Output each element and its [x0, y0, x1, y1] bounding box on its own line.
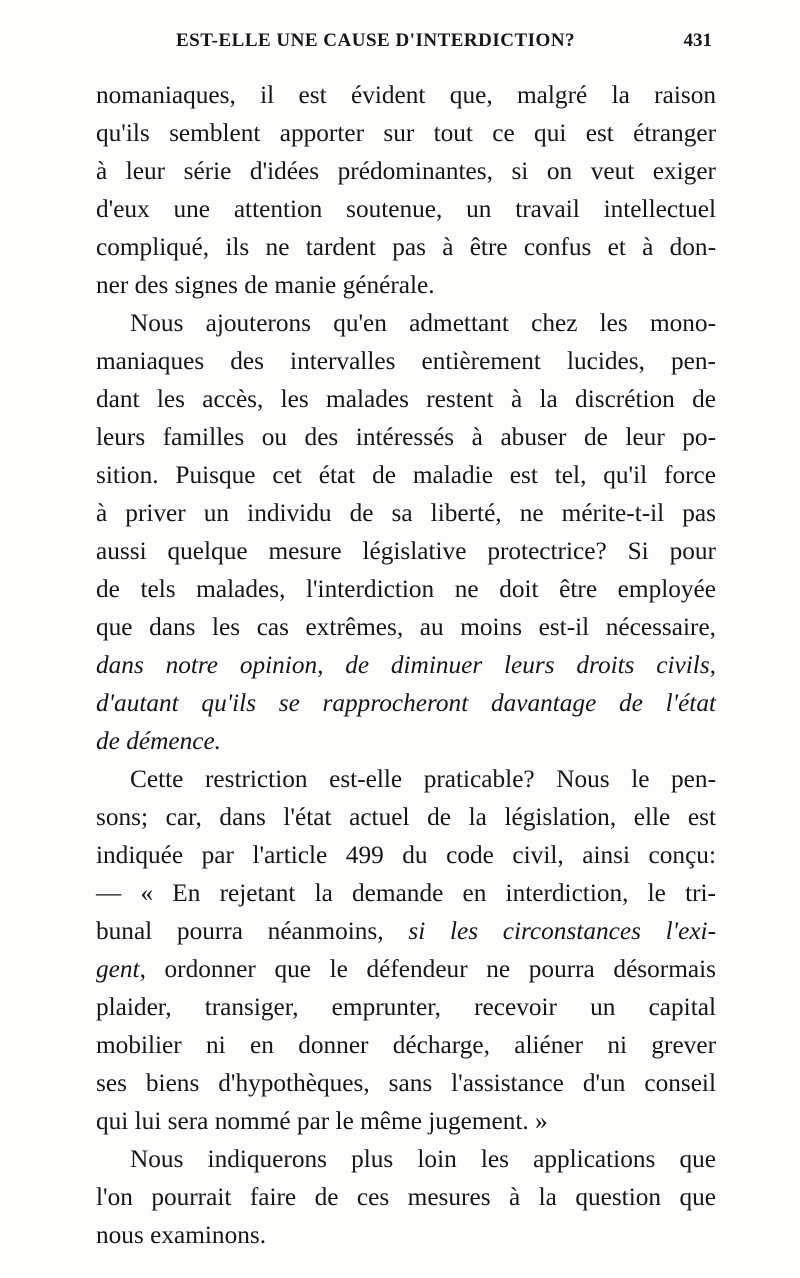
text-segment: maniaques des intervalles entièrement lucides, pen- — [96, 347, 716, 375]
text-line — [96, 1178, 716, 1216]
text-segment: dant les accès, les malades restent à la discrétion de — [96, 385, 716, 413]
text-line — [96, 570, 716, 608]
text-line — [96, 228, 716, 266]
text-line — [96, 1140, 716, 1178]
text-line — [96, 646, 716, 684]
text-line — [96, 190, 716, 228]
text-line — [96, 76, 716, 114]
text-segment: à leur série d'idées prédominantes, si on veut exiger — [96, 157, 716, 185]
text-line — [96, 608, 716, 646]
text-line — [96, 684, 716, 722]
text-segment: ner des signes de manie générale. — [96, 271, 435, 299]
text-line — [96, 532, 716, 570]
paragraph — [96, 304, 716, 760]
text-line — [96, 152, 716, 190]
text-line — [96, 950, 716, 988]
text-segment: , ordonner que le défendeur ne pourra désormais — [139, 955, 716, 983]
page-header — [96, 30, 712, 60]
text-segment: plaider, transiger, emprunter, recevoir un capital — [96, 993, 716, 1021]
text-line — [96, 1064, 716, 1102]
text-segment: nous examinons. — [96, 1221, 267, 1249]
text-line — [96, 874, 716, 912]
italic-text: gent — [96, 955, 140, 983]
text-segment: Nous ajouterons qu'en admettant chez les mono- — [130, 309, 716, 337]
text-segment: Cette restriction est-elle praticable? Nous le pen- — [130, 765, 716, 793]
text-segment: de tels malades, l'interdiction ne doit être employée — [96, 575, 716, 603]
text-line — [96, 494, 716, 532]
text-line — [96, 1102, 716, 1140]
text-line — [96, 266, 716, 304]
text-segment: — « En rejetant la demande en interdiction, le tri- — [96, 879, 716, 907]
italic-text: d'autant qu'ils se rapprocheront davantage de l'état — [96, 689, 716, 717]
text-segment: ses biens d'hypothèques, sans l'assistance d'un conseil — [96, 1069, 716, 1097]
text-segment: bunal pourra néanmoins, — [96, 917, 409, 945]
text-segment: que dans les cas extrêmes, au moins est-il nécessaire, — [96, 613, 716, 641]
italic-text: si les circonstances l'exi- — [408, 917, 717, 945]
text-line — [96, 1026, 716, 1064]
text-segment: qui lui sera nommé par le même jugement. » — [96, 1107, 548, 1135]
text-segment: aussi quelque mesure législative protectrice? Si pour — [96, 537, 716, 565]
text-segment: d'eux une attention soutenue, un travail intellectuel — [96, 195, 716, 223]
paragraph — [96, 1140, 716, 1254]
text-segment: sition. Puisque cet état de maladie est tel, qu'il force — [96, 461, 716, 489]
text-segment: mobilier ni en donner décharge, aliéner ni grever — [96, 1031, 716, 1059]
text-line — [96, 760, 716, 798]
text-line — [96, 798, 716, 836]
text-segment: sons; car, dans l'état actuel de la législation, elle est — [96, 803, 716, 831]
text-segment: à priver un individu de sa liberté, ne mérite-t-il pas — [96, 499, 716, 527]
text-line — [96, 912, 716, 950]
text-line — [96, 722, 716, 760]
paragraph — [96, 760, 716, 1140]
body-text — [96, 76, 716, 1254]
text-line — [96, 1216, 716, 1254]
paragraph — [96, 76, 716, 304]
text-line — [96, 380, 716, 418]
text-line — [96, 456, 716, 494]
text-segment: compliqué, ils ne tardent pas à être confus et à don- — [96, 233, 716, 261]
text-segment: indiquée par l'article 499 du code civil, ainsi conçu: — [96, 841, 716, 869]
running-title: EST-ELLE UNE CAUSE D'INTERDICTION? — [176, 30, 576, 51]
text-line — [96, 418, 716, 456]
text-line — [96, 342, 716, 380]
page-number: 431 — [683, 30, 712, 51]
text-line — [96, 988, 716, 1026]
text-line — [96, 304, 716, 342]
text-segment: leurs familles ou des intéressés à abuser de leur po- — [96, 423, 716, 451]
text-segment: qu'ils semblent apporter sur tout ce qui est étranger — [96, 119, 716, 147]
text-line — [96, 836, 716, 874]
text-segment: Nous indiquerons plus loin les applications que — [130, 1145, 716, 1173]
text-line — [96, 114, 716, 152]
italic-text: de démence. — [96, 727, 222, 755]
italic-text: dans notre opinion, de diminuer leurs droits civils, — [96, 651, 716, 679]
text-segment: l'on pourrait faire de ces mesures à la question que — [96, 1183, 716, 1211]
text-segment: nomaniaques, il est évident que, malgré la raison — [96, 81, 716, 109]
